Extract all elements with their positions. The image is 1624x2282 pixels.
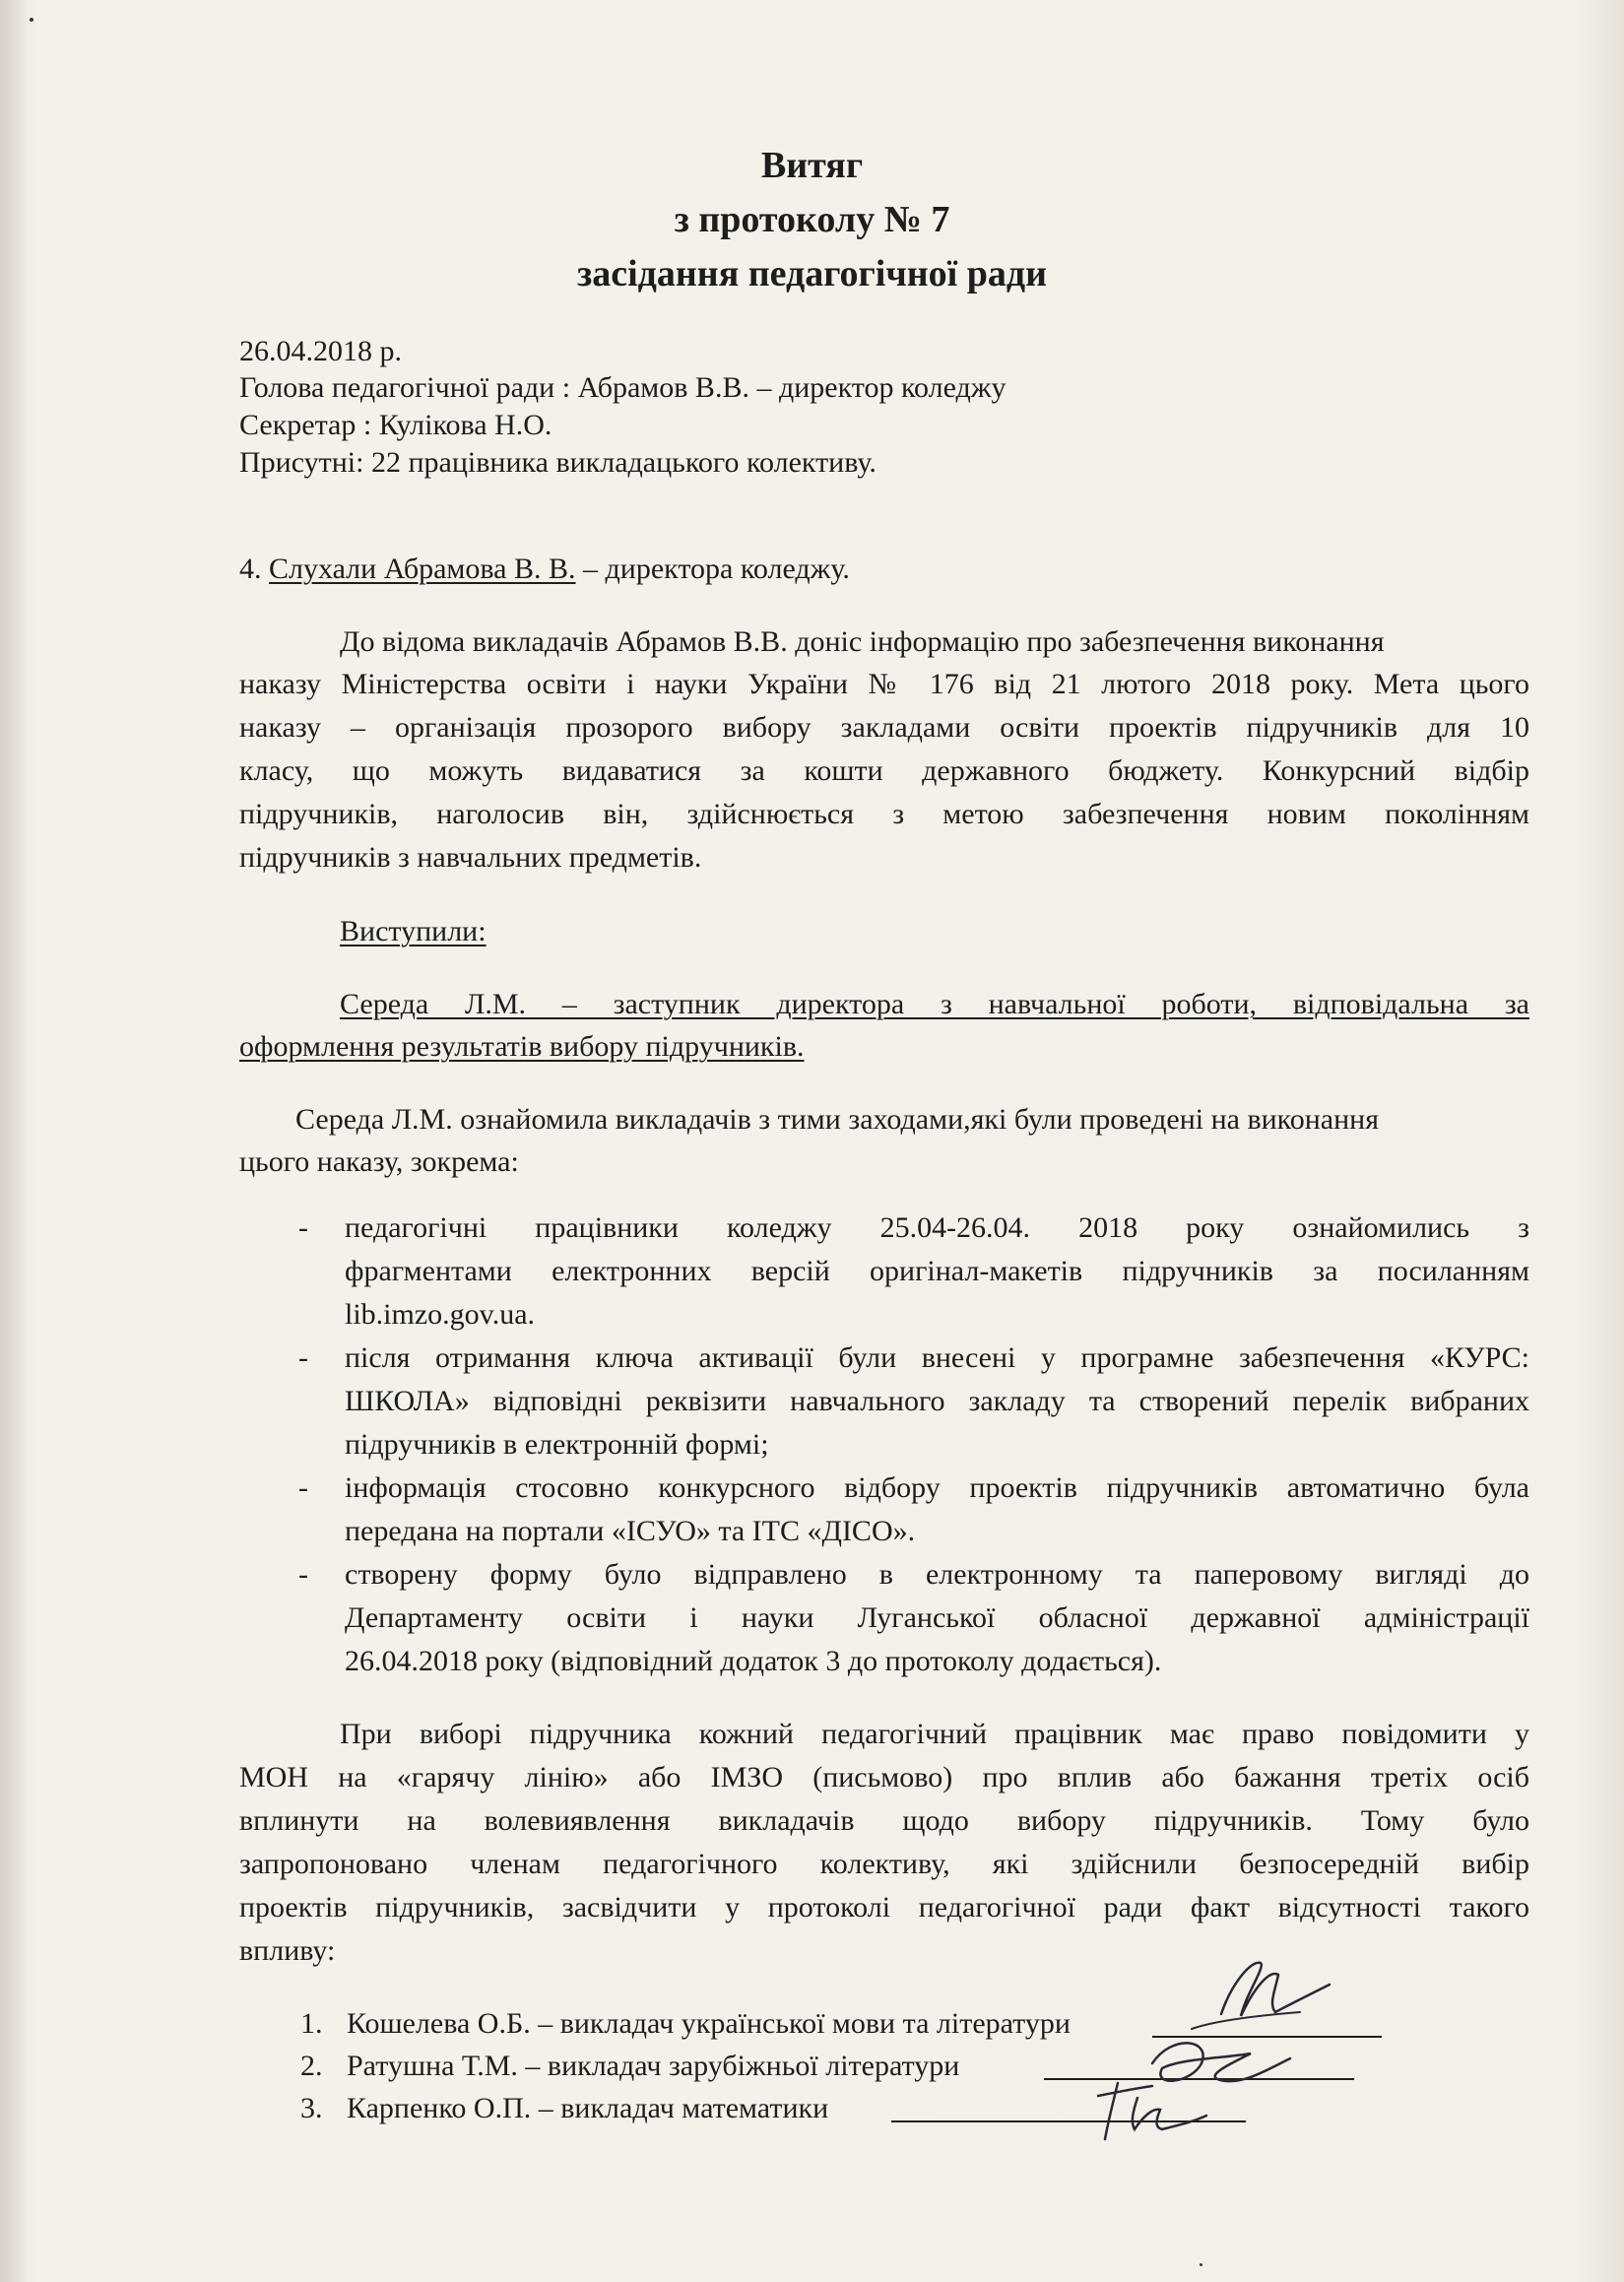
para1-line: наказу Міністерства освіти і науки України № 176 від 21 лютого 2018 року. Мета цього (239, 668, 1529, 700)
para1-line: класу, що можуть видаватися за кошти державного бюджету. Конкурсний відбір (239, 754, 1529, 787)
signatory-1: Кошелева О.Б. – викладач української мови та літератури (347, 2007, 1071, 2040)
doc-title-line-2: з протоколу № 7 (674, 199, 950, 240)
signatory-number: 2. (300, 2050, 323, 2082)
para1-line: підручників з навчальних предметів. (239, 841, 702, 874)
signatory-3: Карпенко О.П. – викладач математики (347, 2092, 829, 2124)
bullet-4-line: Департаменту освіти і науки Луганської обласної державної адміністрації (345, 1601, 1529, 1634)
para2-line: Середа Л.М. ознайомила викладачів з тими заходами,які були проведені на виконання (295, 1103, 1380, 1136)
scan-edge-shadow (0, 0, 28, 2282)
para3-line: При виборі підручника кожний педагогічний працівник має право повідомити у (340, 1718, 1529, 1750)
doc-title-line-1: Витяг (760, 145, 864, 186)
bullet-1-line: педагогічні працівники коледжу 25.04-26.04. 2018 року ознайомились з (345, 1211, 1529, 1244)
signatory-number: 1. (300, 2007, 323, 2040)
secretary-line: Секретар : Кулікова Н.О. (239, 409, 552, 441)
para1-line: наказу – організація прозорого вибору закладами освіти проектів підручників для 10 (239, 711, 1529, 744)
scan-speck (30, 18, 33, 22)
bullet-marker: - (298, 1341, 308, 1374)
scan-speck (1200, 2263, 1202, 2266)
para3-line: МОН на «гарячу лінію» або ІМЗО (письмово) про вплив або бажання третіх осіб (239, 1761, 1529, 1793)
bullet-3-line: передана на портали «ІСУО» та ІТС «ДІСО». (345, 1515, 916, 1547)
para1-line: До відома викладачів Абрамов В.В. доніс інформацію про забезпечення виконання (340, 625, 1385, 658)
para1-line: підручників, наголосив він, здійснюється з метою забезпечення новим поколінням (239, 798, 1529, 830)
para3-line: проектів підручників, засвідчити у протоколі педагогічної ради факт відсутності такого (239, 1891, 1529, 1923)
bullet-marker: - (298, 1471, 308, 1504)
item-4-position: – директора коледжу. (575, 553, 850, 585)
bullet-2-line: після отримання ключа активації були внесені у програмне забезпечення «КУРС: (345, 1341, 1529, 1374)
bullet-marker: - (298, 1211, 308, 1244)
attendees-line: Присутні: 22 працівника викладацького колективу. (239, 446, 877, 479)
doc-title-line-3: засідання педагогічної ради (576, 253, 1047, 294)
bullet-1-line: lib.imzo.gov.ua. (345, 1298, 536, 1331)
speaker-line: Середа Л.М. – заступник директора з навчальної роботи, відповідальна за (340, 988, 1529, 1020)
para2-line: цього наказу, зокрема: (239, 1145, 519, 1178)
bullet-2-line: ШКОЛА» відповідні реквізити навчального закладу та створений перелік вибраних (345, 1385, 1529, 1417)
bullet-4-line: 26.04.2018 року (відповідний додаток 3 до протоколу додається). (345, 1645, 1162, 1677)
item-4-heard: Слухали Абрамова В. В. (269, 553, 576, 585)
spoke-heading: Виступили: (340, 915, 487, 947)
signature-3-handwritten (1083, 2068, 1221, 2147)
para3-line: впливу: (239, 1934, 336, 1967)
signatory-number: 3. (300, 2092, 323, 2124)
item-4-number: 4. (239, 553, 269, 585)
meeting-date: 26.04.2018 р. (239, 335, 402, 367)
signatory-2: Ратушна Т.М. – викладач зарубіжньої літератури (347, 2050, 960, 2082)
bullet-marker: - (298, 1558, 308, 1591)
bullet-4-line: створену форму було відправлено в електронному та паперовому вигляді до (345, 1558, 1529, 1591)
bullet-3-line: інформація стосовно конкурсного відбору проектів підручників автоматично була (345, 1471, 1529, 1504)
para3-line: вплинути на волевиявлення викладачів щодо вибору підручників. Тому було (239, 1804, 1529, 1837)
bullet-2-line: підручників в електронній формі; (345, 1428, 769, 1461)
chairman-line: Голова педагогічної ради : Абрамов В.В. – директор коледжу (239, 371, 1007, 404)
bullet-1-line: фрагментами електронних версій оригінал-макетів підручників за посиланням (345, 1255, 1529, 1287)
item-4-heading (239, 550, 850, 589)
para3-line: запропоновано членам педагогічного колективу, які здійснили безпосередній вибір (239, 1848, 1529, 1880)
speaker-line: оформлення результатів вибору підручників. (239, 1030, 805, 1063)
